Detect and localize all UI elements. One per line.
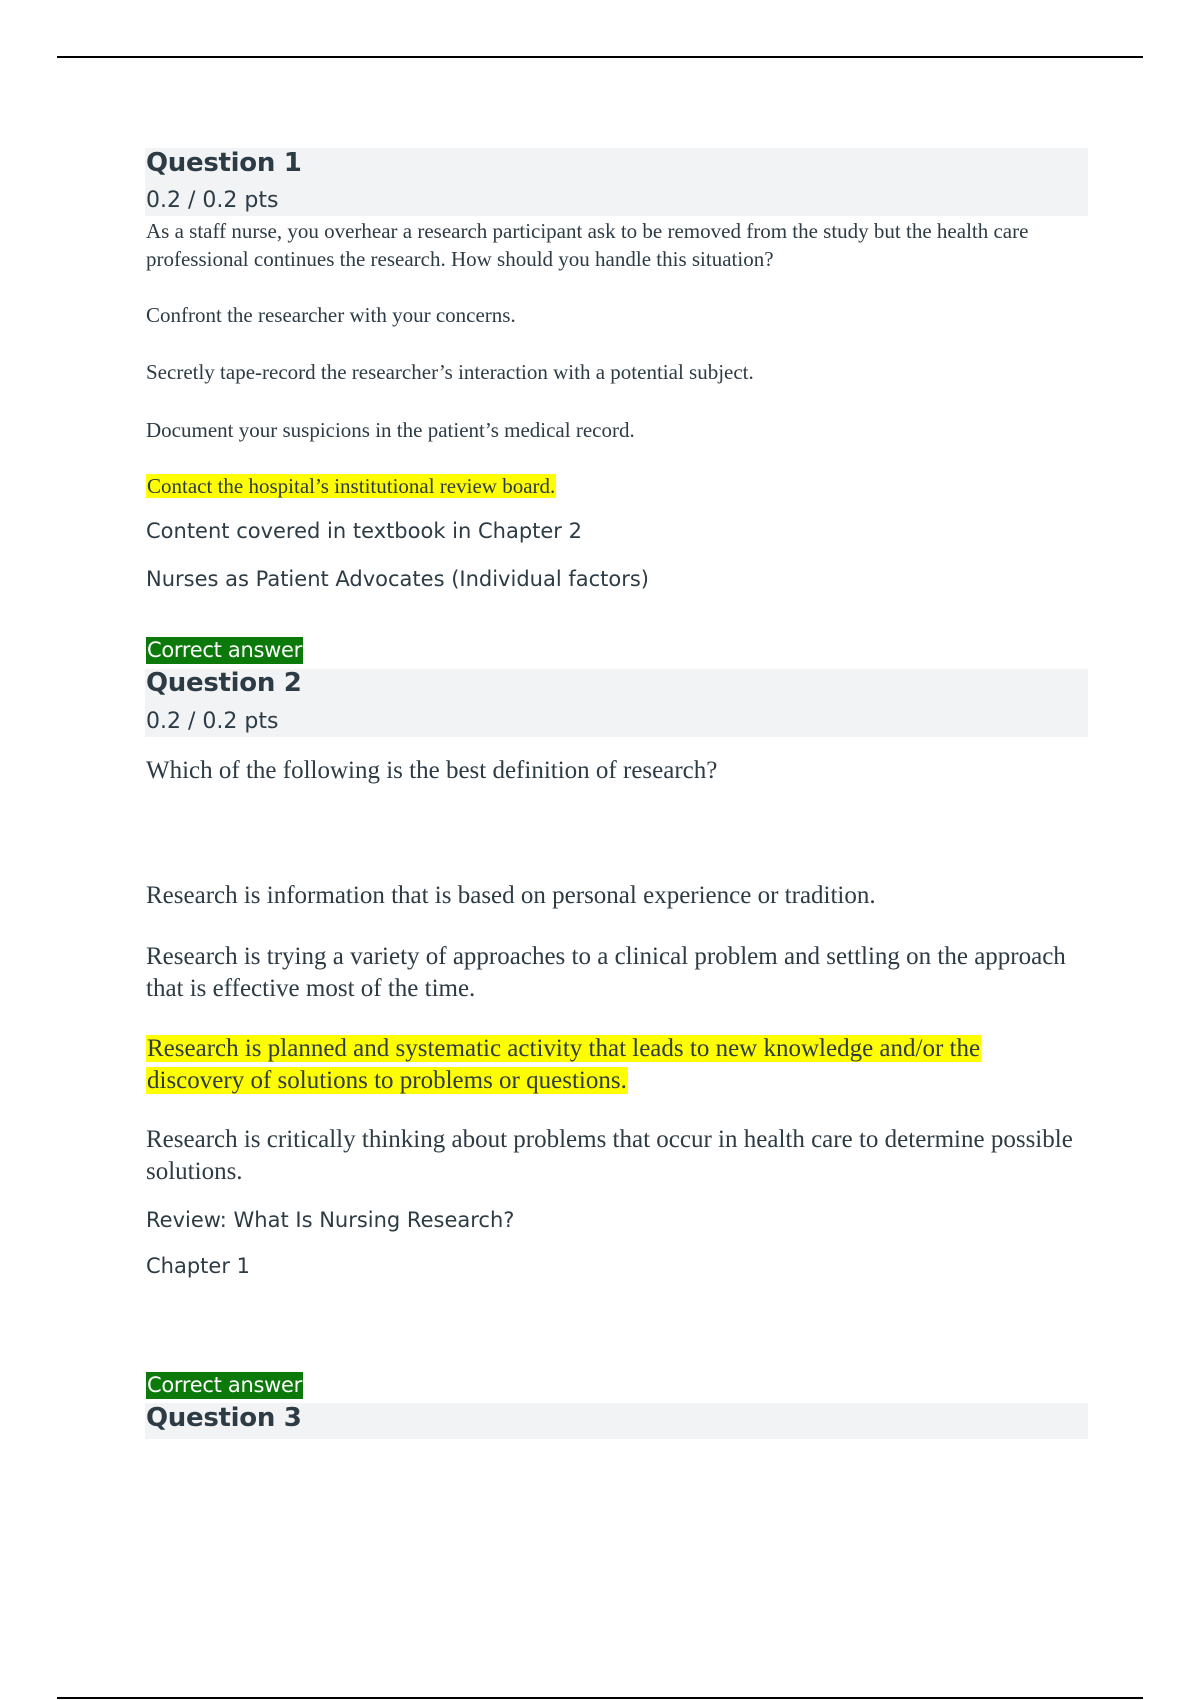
top-rule [57, 56, 1143, 58]
question-prompt: As a staff nurse, you overhear a research participant ask to be removed from the study but the health care professional continues the research. How should you handle this situation? [146, 219, 1029, 271]
question-title: Question 3 [146, 1403, 302, 1433]
question-points: 0.2 / 0.2 pts [146, 709, 279, 734]
answer-option: Research is critically thinking about problems that occur in health care to determine possible solutions. [146, 1126, 1073, 1185]
selected-answer-option [146, 1033, 1076, 1097]
answer-highlight: Research is planned and systematic activity that leads to new knowledge and/or the discovery of solutions to problems or questions. [147, 1035, 981, 1094]
question-title: Question 1 [146, 148, 302, 178]
question-prompt: Which of the following is the best definition of research? [146, 757, 718, 784]
answer-option: Research is trying a variety of approaches to a clinical problem and settling on the approach that is effective most of the time. [146, 943, 1066, 1002]
selected-answer-option [146, 472, 1076, 500]
answer-option: Research is information that is based on personal experience or tradition. [146, 882, 876, 909]
answer-highlight: Contact the hospital’s institutional review board. [147, 474, 556, 498]
feedback-note: Nurses as Patient Advocates (Individual factors) [146, 567, 649, 591]
question-title: Question 2 [146, 668, 302, 698]
bottom-rule [57, 1697, 1143, 1699]
correct-answer-badge: Correct answer [147, 638, 302, 662]
feedback-note: Content covered in textbook in Chapter 2 [146, 519, 582, 543]
feedback-note: Chapter 1 [146, 1254, 250, 1278]
answer-option: Secretly tape-record the researcher’s interaction with a potential subject. [146, 360, 754, 384]
correct-answer-badge: Correct answer [147, 1373, 302, 1397]
question-points: 0.2 / 0.2 pts [146, 188, 279, 213]
answer-option: Document your suspicions in the patient’s medical record. [146, 418, 635, 442]
answer-option: Confront the researcher with your concerns. [146, 303, 516, 327]
feedback-note: Review: What Is Nursing Research? [146, 1208, 515, 1232]
